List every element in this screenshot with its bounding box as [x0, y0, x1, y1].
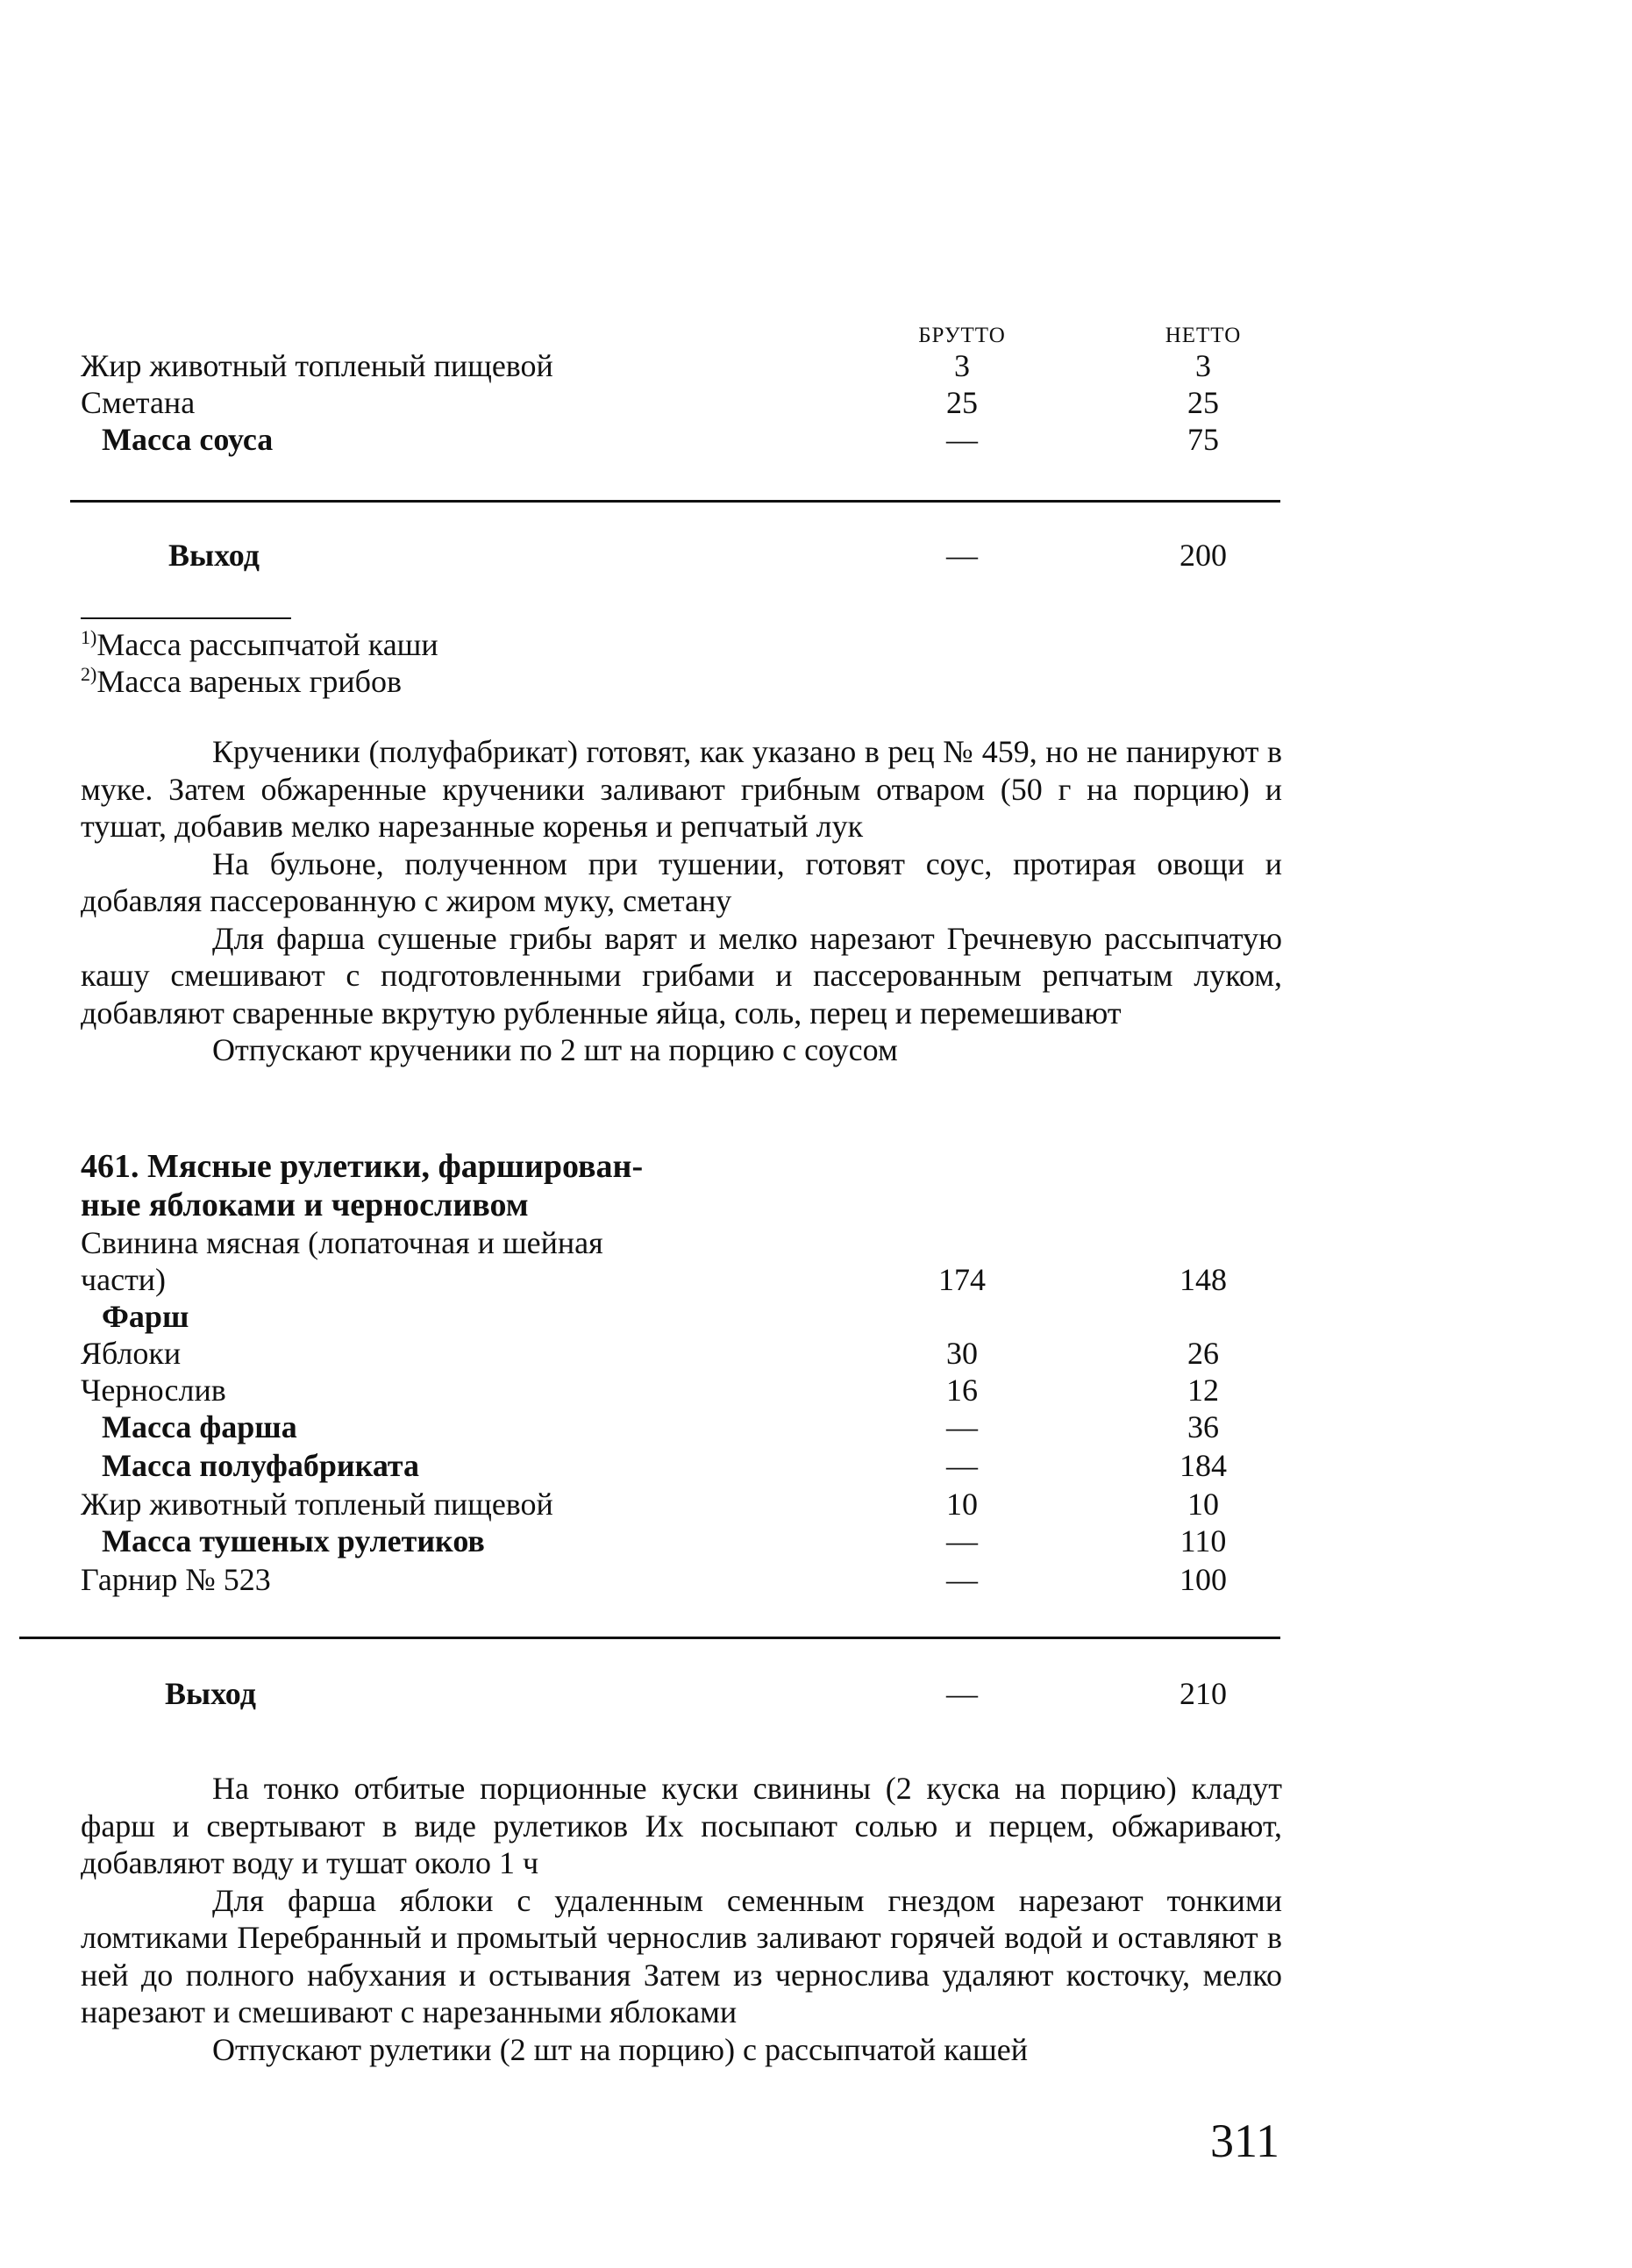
output-brutto: —	[946, 1676, 978, 1711]
paragraph: Крученики (полуфабрикат) готовят, как указано в рец № 459, но не панируют в муке. Затем обжаренные крученики заливают грибным отваром (50 г на порцию) и тушат, добавив мелко нарезанные коренья и репчатый лук	[81, 734, 1282, 844]
output-row	[81, 537, 1282, 574]
table-row	[81, 1335, 1282, 1372]
netto-value: 12	[1187, 1373, 1219, 1408]
paragraph: Для фарша сушеные грибы варят и мелко нарезают Гречневую рассыпчатую кашу смешивают с подготовленными грибами и пассерованным репчатым луком, добавляют сваренные вкрутую рубленные яйца, соль, перец и перемешивают	[81, 920, 1282, 1031]
paragraph: На тонко отбитые порционные куски свинины (2 куска на порцию) кладут фарш и свертывают в виде рулетиков Их посыпают солью и перцем, обжаривают, добавляют воду и тушат около 1 ч	[81, 1771, 1282, 1880]
table-row	[81, 1409, 1282, 1445]
ingredient-label: Яблоки	[81, 1336, 182, 1371]
brutto-value: —	[946, 422, 978, 457]
footnote	[81, 656, 402, 700]
brutto-value: —	[946, 1409, 978, 1444]
netto-value: 75	[1187, 422, 1219, 457]
table-divider	[19, 1637, 1280, 1639]
brutto-value: 10	[946, 1487, 978, 1522]
ingredient-label: Гарнир № 523	[81, 1562, 271, 1597]
output-label: Выход	[165, 1676, 256, 1711]
brutto-value: —	[946, 1448, 978, 1483]
paragraph: Отпускают крученики по 2 шт на порцию с соусом	[212, 1032, 898, 1067]
netto-value: 36	[1187, 1409, 1219, 1444]
netto-value: 10	[1187, 1487, 1219, 1522]
ingredient-label: Жир животный топленый пищевой	[81, 1487, 553, 1522]
ingredient-label: Масса полуфабриката	[102, 1448, 420, 1483]
output-label: Выход	[168, 538, 260, 573]
ingredient-label: Масса фарша	[102, 1409, 297, 1444]
brutto-value: —	[946, 1523, 978, 1558]
brutto-value: 16	[946, 1373, 978, 1408]
ingredient-label: Чернослив	[81, 1373, 226, 1408]
footnote-mark: 1)	[81, 626, 97, 648]
ingredient-label: Масса соуса	[102, 422, 274, 457]
ingredient-label: Сметана	[81, 385, 196, 420]
table-row	[81, 1298, 1282, 1335]
table-row	[81, 384, 1282, 421]
brutto-header: БРУТТО	[918, 324, 1006, 347]
netto-value: 26	[1187, 1336, 1219, 1371]
section-label: Фарш	[102, 1299, 189, 1334]
netto-value: 110	[1179, 1523, 1227, 1558]
table-row	[81, 1372, 1282, 1409]
recipe-title-line: 461. Мясные рулетики, фарширован-	[81, 1148, 644, 1185]
table-row	[81, 1486, 1282, 1523]
instructions-block-2	[81, 1770, 1282, 2068]
table-row	[81, 347, 1282, 384]
table-row	[81, 1561, 1282, 1598]
ingredient-label: Жир животный топленый пищевой	[81, 348, 553, 383]
brutto-value: 30	[946, 1336, 978, 1371]
netto-value: 148	[1179, 1262, 1227, 1297]
output-netto: 210	[1179, 1676, 1227, 1711]
table-row	[81, 1447, 1282, 1484]
paragraph: Отпускают рулетики (2 шт на порцию) с рассыпчатой кашей	[212, 2031, 1028, 2067]
paragraph: Для фарша яблоки с удаленным семенным гнездом нарезают тонкими ломтиками Перебранный и промытый чернослив заливают горячей водой и оставляют в ней до полного набухания и остывания Затем из чернослива удаляют косточку, мелко нарезают и смешивают с нарезанными яблоками	[81, 1882, 1282, 2029]
brutto-value: 174	[938, 1262, 986, 1297]
ingredient-label-cont: части)	[81, 1262, 167, 1297]
instructions-block-1	[81, 733, 1282, 1069]
netto-value: 184	[1179, 1448, 1227, 1483]
page-number: 311	[1210, 2115, 1279, 2167]
table-row	[81, 1523, 1282, 1559]
output-row	[81, 1675, 1282, 1712]
brutto-value: 3	[954, 348, 970, 383]
netto-value: 100	[1179, 1562, 1227, 1597]
table-row	[81, 421, 1282, 458]
table-row	[81, 1261, 1282, 1298]
netto-value: 25	[1187, 385, 1219, 420]
recipe-title	[81, 1147, 643, 1224]
table-row	[81, 1224, 1282, 1261]
footnote-text: Масса рассыпчатой каши	[96, 627, 438, 662]
paragraph: На бульоне, полученном при тушении, готовят соус, протирая овощи и добавляя пассерованную с жиром муку, сметану	[81, 845, 1282, 918]
output-netto: 200	[1179, 538, 1227, 573]
ingredient-label: Свинина мясная (лопаточная и шейная	[81, 1225, 603, 1260]
table-divider	[70, 500, 1280, 503]
netto-value: 3	[1195, 348, 1211, 383]
ingredient-label: Масса тушеных рулетиков	[102, 1523, 485, 1558]
netto-header: НЕТТО	[1165, 324, 1242, 347]
footnote-mark: 2)	[81, 663, 97, 685]
footnote-text: Масса вареных грибов	[96, 664, 402, 699]
recipe-title-line: ные яблоками и черносливом	[81, 1187, 529, 1223]
brutto-value: 25	[946, 385, 978, 420]
brutto-value: —	[946, 1562, 978, 1597]
output-brutto: —	[946, 538, 978, 573]
